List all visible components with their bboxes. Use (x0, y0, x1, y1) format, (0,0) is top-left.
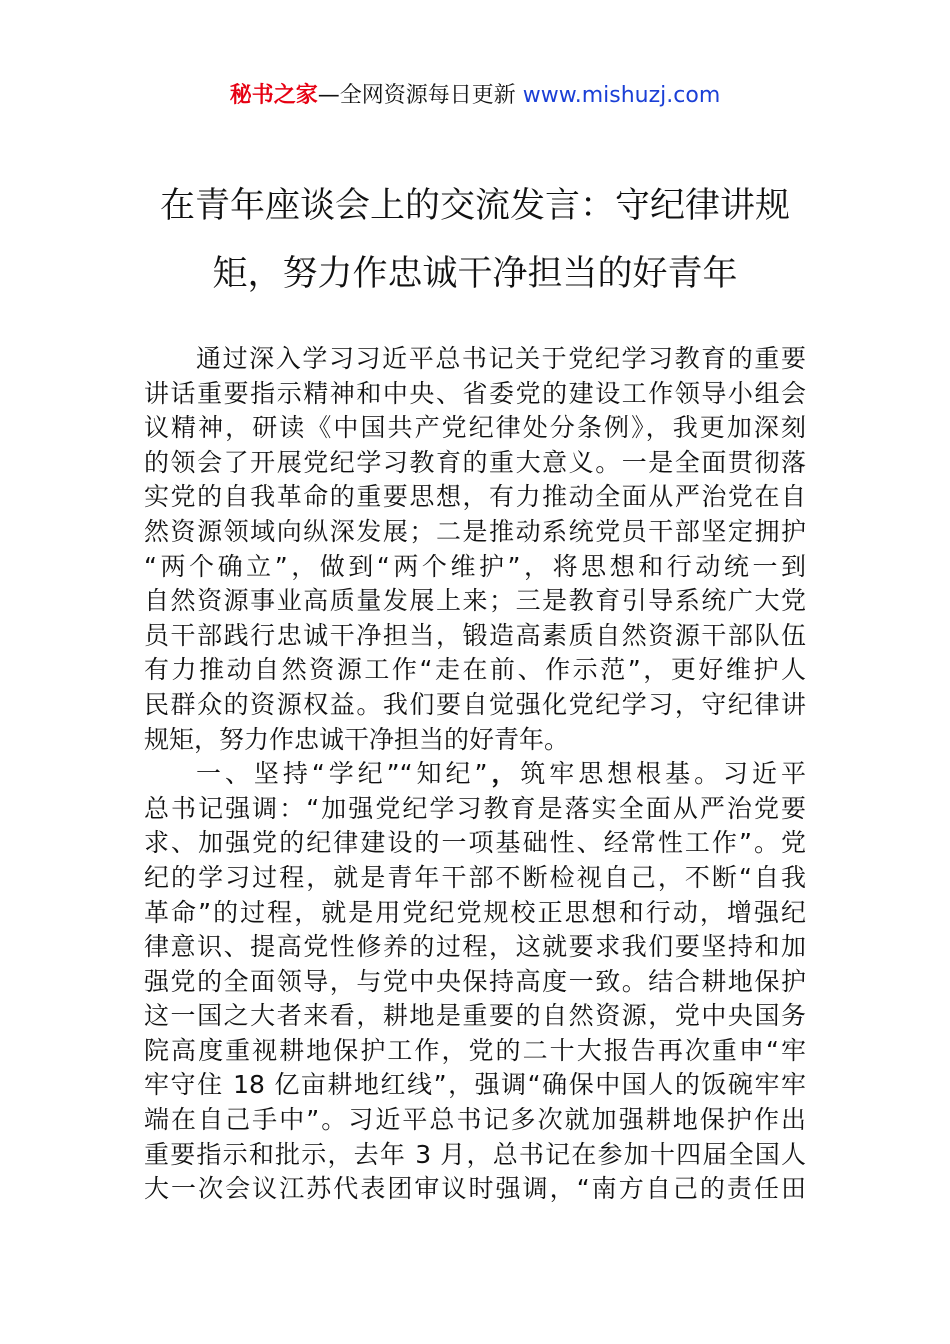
paragraph-1-line: 员干部践行忠诚干净担当，锻造高素质自然资源干部队伍 (144, 620, 806, 650)
paragraph-2-line: 求、加强党的纪律建设的一项基础性、经常性工作”。党 (144, 828, 806, 858)
paragraph-1-line: 民群众的资源权益。我们要自觉强化党纪学习，守纪律讲 (144, 689, 806, 719)
paragraph-2-line: 强党的全面领导，与党中央保持高度一致。结合耕地保护 (144, 966, 806, 996)
paragraph-2-line: 大一次会议江苏代表团审议时强调，“南方自己的责任田 (144, 1174, 806, 1204)
paragraph-2-line: 这一国之大者来看，耕地是重要的自然资源，党中央国务 (144, 1001, 806, 1031)
site-header (0, 80, 950, 112)
document-body (144, 342, 806, 1207)
paragraph-1-line: 实党的自我革命的重要思想，有力推动全面从严治党在自 (144, 482, 806, 512)
paragraph-1-line: 的领会了开展党纪学习教育的重大意义。一是全面贯彻落 (144, 447, 806, 477)
paragraph-2-line: 重要指示和批示，去年 3 月，总书记在参加十四届全国人 (144, 1139, 806, 1169)
site-url-link[interactable]: www.mishuzj.com (522, 83, 721, 108)
paragraph-2-line: 革命”的过程，就是用党纪党规校正思想和行动，增强纪 (144, 897, 806, 927)
document-title (110, 172, 840, 308)
paragraph-2-line: 纪的学习过程，就是青年干部不断检视自己，不断“自我 (144, 862, 806, 892)
paragraph-1-line: 有力推动自然资源工作“走在前、作示范”，更好维护人 (144, 655, 806, 685)
paragraph-2-line: 牢守住 18 亿亩耕地红线”，强调“确保中国人的饭碗牢牢 (144, 1070, 806, 1100)
section-1-heading-rest: 筑牢思想根基。习近平 (520, 759, 806, 789)
brand-name: 秘书之家 (229, 83, 318, 108)
header-tagline: —全网资源每日更新 (317, 83, 523, 108)
paragraph-1-line: 规矩，努力作忠诚干净担当的好青年。 (144, 724, 570, 754)
section-1-heading-comma: ， (487, 759, 521, 789)
paragraph-2-line: 院高度重视耕地保护工作，党的二十大报告再次重申“牢 (144, 1035, 806, 1065)
paragraph-2-line: 总书记强调：“加强党纪学习教育是落实全面从严治党要 (144, 793, 806, 823)
paragraph-2-line: 律意识、提高党性修养的过程，这就要求我们要坚持和加 (144, 932, 806, 962)
paragraph-2-line: 端在自己手中”。习近平总书记多次就加强耕地保护作出 (144, 1105, 806, 1135)
paragraph-1-line: 自然资源事业高质量发展上来；三是教育引导系统广大党 (144, 586, 806, 616)
section-1-heading-line (144, 757, 806, 792)
paragraph-1-line: “两个确立”，做到“两个维护”，将思想和行动统一到 (144, 551, 806, 581)
title-line-2: 矩，努力作忠诚干净担当的好青年 (212, 254, 738, 294)
paragraph-1-line: 议精神，研读《中国共产党纪律处分条例》，我更加深刻 (144, 413, 806, 443)
section-1-heading: 一、坚持“学纪”“知纪” (196, 759, 488, 789)
paragraph-1-line: 然资源领域向纵深发展；二是推动系统党员干部坚定拥护 (144, 516, 806, 546)
paragraph-1-line: 通过深入学习习近平总书记关于党纪学习教育的重要 (196, 344, 806, 373)
paragraph-1-line: 讲话重要指示精神和中央、省委党的建设工作领导小组会 (144, 378, 806, 408)
title-line-1: 在青年座谈会上的交流发言：守纪律讲规 (159, 186, 790, 226)
